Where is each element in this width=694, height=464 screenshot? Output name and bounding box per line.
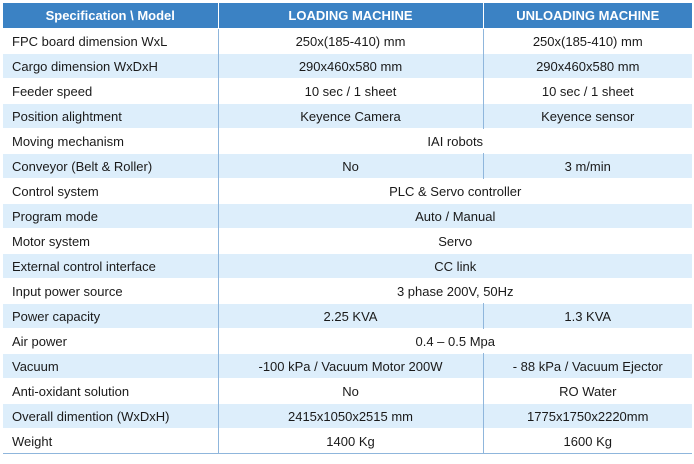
spec-label-cell: Power capacity xyxy=(3,304,218,329)
spec-label-cell: Conveyor (Belt & Roller) xyxy=(3,154,218,179)
spec-label-cell: Input power source xyxy=(3,279,218,304)
spec-label-cell: Anti-oxidant solution xyxy=(3,379,218,404)
table-row xyxy=(3,354,692,379)
table-row xyxy=(3,204,692,229)
spec-label-cell: Overall dimention (WxDxH) xyxy=(3,404,218,429)
spec-label-cell: Air power xyxy=(3,329,218,354)
table-row xyxy=(3,304,692,329)
loading-value-cell: No xyxy=(218,379,483,404)
spec-label-cell: Feeder speed xyxy=(3,79,218,104)
unloading-value-cell: 1775x1750x2220mm xyxy=(483,404,692,429)
loading-value-cell: 1400 Kg xyxy=(218,429,483,454)
unloading-value-cell: 1600 Kg xyxy=(483,429,692,454)
table-row xyxy=(3,154,692,179)
table-header-row xyxy=(3,3,692,29)
unloading-value-cell: - 88 kPa / Vacuum Ejector xyxy=(483,354,692,379)
spec-label-cell: Control system xyxy=(3,179,218,204)
unloading-value-cell: 1.3 KVA xyxy=(483,304,692,329)
unloading-value-cell: RO Water xyxy=(483,379,692,404)
spec-label-cell: Vacuum xyxy=(3,354,218,379)
table-row xyxy=(3,179,692,204)
table-row xyxy=(3,429,692,454)
shared-value-cell: 0.4 – 0.5 Mpa xyxy=(218,329,692,354)
table-row xyxy=(3,279,692,304)
spec-label-cell: FPC board dimension WxL xyxy=(3,29,218,54)
spec-table xyxy=(3,3,692,454)
spec-label-cell: Program mode xyxy=(3,204,218,229)
table-row xyxy=(3,379,692,404)
spec-label-cell: Weight xyxy=(3,429,218,454)
header-spec-model: Specification \ Model xyxy=(3,3,218,29)
spec-table-container xyxy=(3,3,692,454)
spec-label-cell: Position alightment xyxy=(3,104,218,129)
header-unloading-machine: UNLOADING MACHINE xyxy=(483,3,692,29)
table-row xyxy=(3,29,692,54)
spec-label-cell: Moving mechanism xyxy=(3,129,218,154)
loading-value-cell: 290x460x580 mm xyxy=(218,54,483,79)
loading-value-cell: -100 kPa / Vacuum Motor 200W xyxy=(218,354,483,379)
spec-label-cell: External control interface xyxy=(3,254,218,279)
unloading-value-cell: 10 sec / 1 sheet xyxy=(483,79,692,104)
unloading-value-cell: 250x(185-410) mm xyxy=(483,29,692,54)
unloading-value-cell: Keyence sensor xyxy=(483,104,692,129)
spec-label-cell: Motor system xyxy=(3,229,218,254)
loading-value-cell: 2415x1050x2515 mm xyxy=(218,404,483,429)
table-row xyxy=(3,104,692,129)
table-row xyxy=(3,404,692,429)
loading-value-cell: 10 sec / 1 sheet xyxy=(218,79,483,104)
table-body xyxy=(3,29,692,454)
header-loading-machine: LOADING MACHINE xyxy=(218,3,483,29)
loading-value-cell: 250x(185-410) mm xyxy=(218,29,483,54)
unloading-value-cell: 290x460x580 mm xyxy=(483,54,692,79)
loading-value-cell: Keyence Camera xyxy=(218,104,483,129)
shared-value-cell: 3 phase 200V, 50Hz xyxy=(218,279,692,304)
table-row xyxy=(3,79,692,104)
shared-value-cell: Auto / Manual xyxy=(218,204,692,229)
table-row xyxy=(3,329,692,354)
shared-value-cell: Servo xyxy=(218,229,692,254)
table-row xyxy=(3,254,692,279)
shared-value-cell: IAI robots xyxy=(218,129,692,154)
table-row xyxy=(3,129,692,154)
loading-value-cell: 2.25 KVA xyxy=(218,304,483,329)
loading-value-cell: No xyxy=(218,154,483,179)
unloading-value-cell: 3 m/min xyxy=(483,154,692,179)
table-row xyxy=(3,54,692,79)
shared-value-cell: PLC & Servo controller xyxy=(218,179,692,204)
shared-value-cell: CC link xyxy=(218,254,692,279)
table-row xyxy=(3,229,692,254)
spec-label-cell: Cargo dimension WxDxH xyxy=(3,54,218,79)
